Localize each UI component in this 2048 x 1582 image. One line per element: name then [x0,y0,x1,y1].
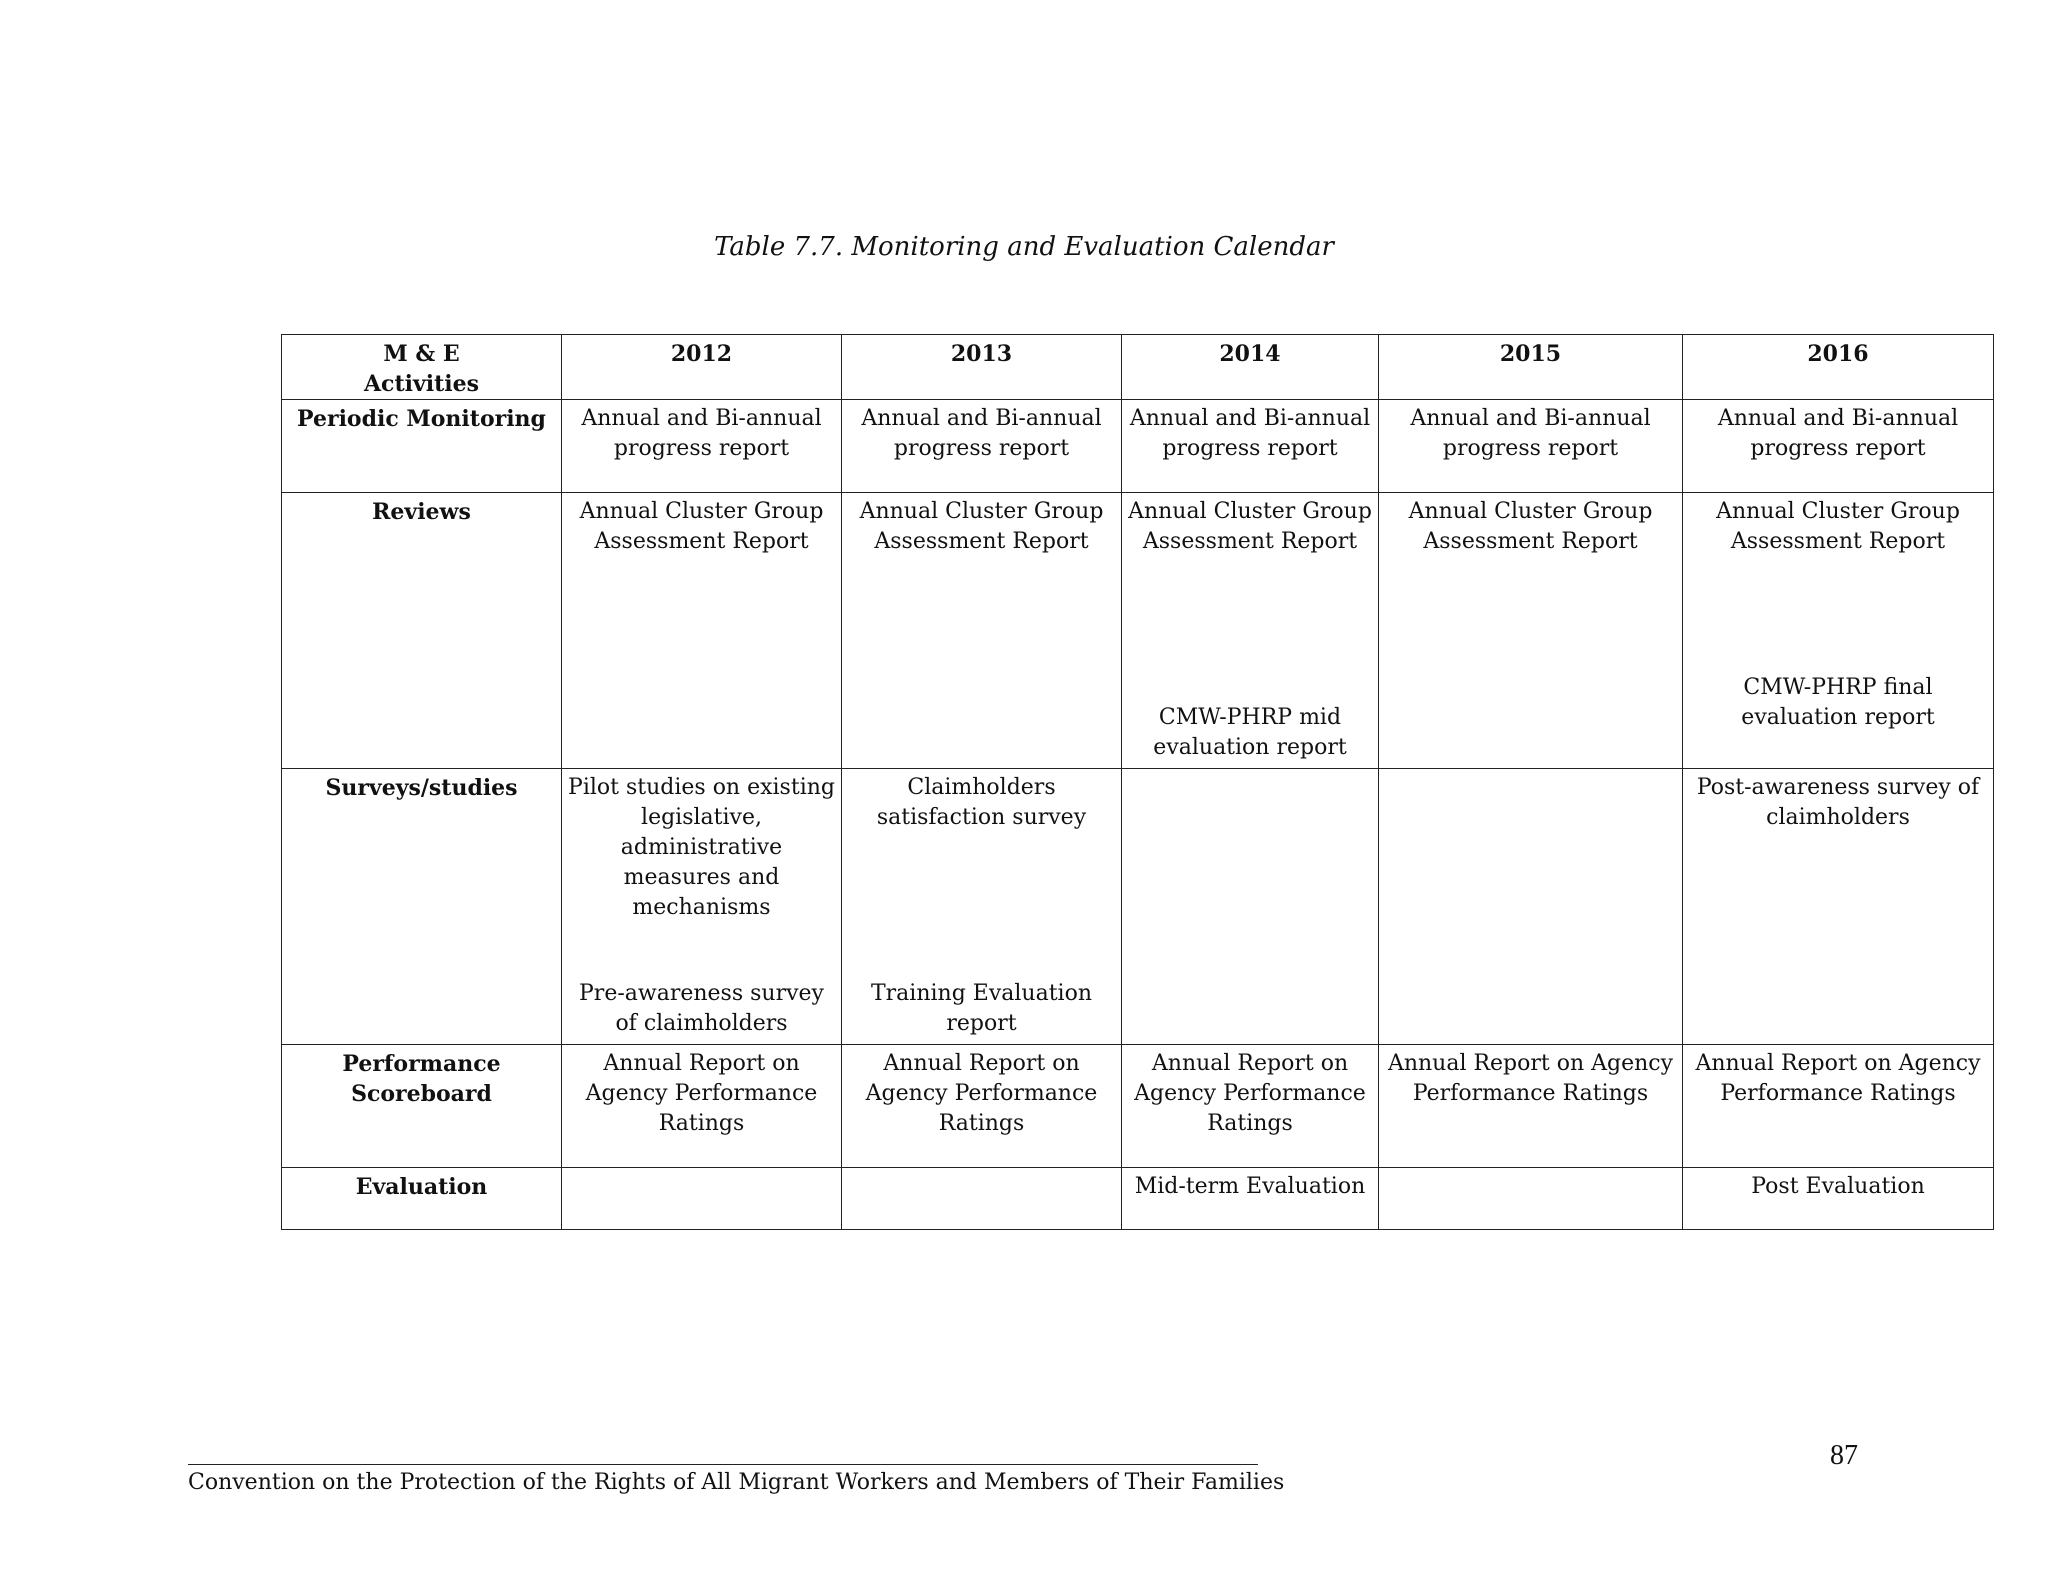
cell-performance-2015: Annual Report on Agency Performance Ratings [1379,1045,1683,1168]
cell-evaluation-2015 [1379,1168,1683,1230]
cell-evaluation-2016: Post Evaluation [1683,1168,1994,1230]
row-label: Reviews [282,493,562,769]
cell-evaluation-2014: Mid-term Evaluation [1122,1168,1379,1230]
cell-performance-2012: Annual Report on Agency Performance Ratings [562,1045,842,1168]
page-number: 87 [1830,1440,1858,1471]
cell-periodic-2012: Annual and Bi-annual progress report [562,400,842,493]
row-performance-scoreboard [282,1045,1994,1168]
row-evaluation [282,1168,1994,1230]
reviews-2014-annual: Annual Cluster Group Assessment Report [1128,499,1372,554]
surveys-2013-satisfaction: Claimholders satisfaction survey [876,775,1087,830]
cell-performance-2013: Annual Report on Agency Performance Ratings [842,1045,1122,1168]
header-activities-line1: M & E [383,341,460,367]
me-calendar-table [281,334,1994,1230]
footer-text: Convention on the Protection of the Rights of All Migrant Workers and Members of Their Families [188,1470,1285,1495]
reviews-2014-mid-evaluation: CMW-PHRP mid evaluation report [1153,705,1347,760]
footer-divider [188,1464,1258,1465]
cell-reviews-2014 [1122,493,1379,769]
cell-surveys-2015 [1379,769,1683,1045]
cell-evaluation-2012 [562,1168,842,1230]
cell-surveys-2013 [842,769,1122,1045]
header-year-2012: 2012 [562,335,842,400]
cell-periodic-2013: Annual and Bi-annual progress report [842,400,1122,493]
cell-reviews-2013: Annual Cluster Group Assessment Report [842,493,1122,769]
row-periodic-monitoring [282,400,1994,493]
cell-periodic-2015: Annual and Bi-annual progress report [1379,400,1683,493]
header-activities-line2: Activities [363,371,480,397]
cell-surveys-2016: Post-awareness survey of claimholders [1683,769,1994,1045]
cell-periodic-2014: Annual and Bi-annual progress report [1122,400,1379,493]
cell-reviews-2015: Annual Cluster Group Assessment Report [1379,493,1683,769]
cell-reviews-2016 [1683,493,1994,769]
header-activities [282,335,562,400]
cell-reviews-2012: Annual Cluster Group Assessment Report [562,493,842,769]
row-reviews [282,493,1994,769]
header-year-2014: 2014 [1122,335,1379,400]
row-label: Periodic Monitoring [282,400,562,493]
table-caption: Table 7.7. Monitoring and Evaluation Calendar [714,232,1334,262]
cell-surveys-2014 [1122,769,1379,1045]
surveys-2012-pilot: Pilot studies on existing legislative, administrative measures and mechanisms [568,775,835,920]
cell-performance-2016: Annual Report on Agency Performance Ratings [1683,1045,1994,1168]
header-year-2015: 2015 [1379,335,1683,400]
cell-performance-2014: Annual Report on Agency Performance Ratings [1122,1045,1379,1168]
row-label: Performance Scoreboard [282,1045,562,1168]
row-surveys-studies [282,769,1994,1045]
row-label: Surveys/studies [282,769,562,1045]
surveys-2012-pre-awareness: Pre-awareness survey of claimholders [579,981,824,1036]
header-year-2013: 2013 [842,335,1122,400]
reviews-2016-final-evaluation: CMW-PHRP final evaluation report [1741,675,1935,730]
surveys-2013-training-evaluation: Training Evaluation report [870,981,1092,1036]
cell-surveys-2012 [562,769,842,1045]
cell-periodic-2016: Annual and Bi-annual progress report [1683,400,1994,493]
row-label: Evaluation [282,1168,562,1230]
table-header-row [282,335,1994,400]
cell-evaluation-2013 [842,1168,1122,1230]
header-year-2016: 2016 [1683,335,1994,400]
reviews-2016-annual: Annual Cluster Group Assessment Report [1716,499,1960,554]
